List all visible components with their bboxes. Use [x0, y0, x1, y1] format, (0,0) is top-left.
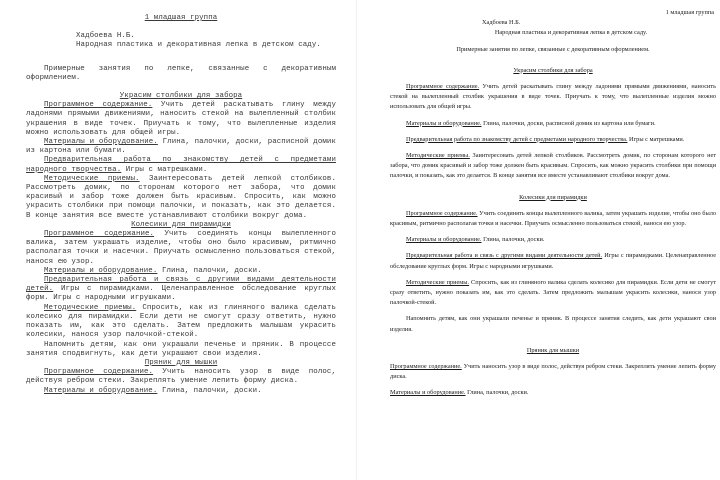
closing-note: Напомнить детям, как они украшали печенье и пряник. В процессе занятия сподвигнуть, как дети украшают свои изделия. — [26, 340, 336, 358]
group-heading: 1 младшая группа — [665, 9, 714, 16]
methods: Методические приемы. Заинтересовать детей лепкой столбиков. Рассмотреть домик, по сторонам которого нет забора, что домик красивый и забор тоже должен быть красивым. Спросить, как можно украсить столбики при помощи палочки, и показать, как это делается. В конце занятия все вместе устанавливают столбики вокруг дома. — [26, 174, 336, 220]
section-title: Пряник для мышки — [144, 358, 218, 367]
materials: Материалы и оборудование. Глина, палочки, доски, расписной домик из картона или бумаги. — [406, 119, 656, 127]
scanned-typewritten-page — [0, 0, 352, 480]
methods: Методические приемы. Спросить, как из глиняного валика сделать колесико для пирамидки. Если дети не смогут сразу ответить, нужно показать им, как это сделать. Затем предложить малышам украсить колесики, нанося узор палочкой-стекой. — [390, 278, 716, 307]
materials: Материалы и оборудование. Глина, палочки, доски, расписной домик из картона или бумаги. — [26, 138, 336, 156]
materials: Материалы и оборудование. Глина, палочки, доски. — [44, 386, 262, 395]
preliminary-work: Предварительная работа и связь с другими видами деятельности детей. Игры с пирамидками. Целенаправленное обследование круглых форм. Игры с народными игрушками. — [26, 276, 336, 303]
document-theme: Народная пластика и декоративная лепка в детском саду. — [76, 41, 321, 50]
program-content: Программное содержание. Учить наносить узор в виде полос, действуя ребром стеки. Закреплять умение лепить форму диска. — [390, 363, 717, 381]
intro-line: Примерные занятия по лепке, связанные с декоративным оформлением. — [456, 45, 650, 53]
program-content: Программное содержание. Учить детей раскатывать глину между ладонями прямыми движениями, наносить стекой на вылепленный столбик украшения в виде точек. Приучать к тому, что вылепленные изделия можно использовать для общей игры. — [390, 83, 716, 111]
section-title: Колесики для пирамидки — [131, 220, 231, 229]
page-divider — [356, 0, 357, 480]
section-title: Украсим столбики для забора — [513, 66, 593, 74]
section-title: Колесики для пирамидки — [519, 193, 587, 201]
methods: Методические приемы. Спросить, как из глиняного валика сделать колесико для пирамидки. Если дети не смогут сразу ответить, нужно показать им, как это сделать. Затем предложить малышам украсить колесики, нанося узор палочкой-стекой. — [26, 303, 336, 340]
preliminary-work: Предварительная работа и связь с другими видами деятельности детей. Игры с пирамидками. Целенаправленное обследование круглых форм. Игры с народными игрушками. — [390, 252, 717, 270]
preliminary-work: Предварительная работа по знакомству детей с предметами народного творчества. Игры с матрешками. — [406, 135, 685, 143]
document-theme: Народная пластика и декоративная лепка в детском саду. — [494, 29, 648, 37]
author-name: Хадбоева Н.Б. — [76, 32, 135, 41]
materials: Материалы и оборудование. Глина, палочки, доски. — [390, 389, 529, 397]
intro-line: Примерные занятия по лепке, связанные с декоративным оформлением. — [26, 64, 336, 82]
section-title: Пряник для мышки — [526, 346, 580, 354]
program-content: Программное содержание. Учить соединять концы вылепленного валика, затем украшать изделие, чтобы оно было красивым, ритмично располагая точки и насечки. Приучать осмысленно пользоваться стекой, нанося ею узор. — [390, 209, 717, 228]
section-title: Украсим столбики для забора — [119, 92, 243, 101]
materials: Материалы и оборудование. Глина, палочки, доски. — [44, 266, 262, 275]
program-content: Программное содержание. Учить наносить узор в виде полос, действуя ребром стеки. Закреплять умение лепить форму диска. — [26, 368, 336, 386]
preliminary-work: Предварительная работа по знакомству детей с предметами народного творчества. Игры с матрешками. — [26, 156, 336, 174]
closing-note: Напомнить детям, как они украшали печенье и пряник. В процессе занятия следить, как дети украшают свои изделия. — [390, 315, 716, 333]
printed-page — [362, 0, 720, 480]
program-content: Программное содержание. Учить детей раскатывать глину между ладонями прямыми движениями, наносить стекой на вылепленный столбик украшения в виде точек. Приучать к тому, что вылепленные изделия можно использовать для общей игры. — [26, 101, 336, 137]
author-name: Хадбоева Н.Б. — [482, 19, 521, 27]
methods: Методические приемы. Заинтересовать детей лепкой столбиков. Рассмотреть домик, по сторонам которого нет забора, что домик красивый и забор тоже должен быть красивым. Спросить, как можно украсить столбики при помощи палочки, и показать, как это делается. В конце занятия все вместе устанавливают столбики вокруг дома. — [390, 152, 716, 180]
group-heading: 1 младшая группа — [144, 14, 218, 22]
program-content: Программное содержание. Учить соединять концы вылепленного валика, затем украшать изделие, чтобы оно было красивым, ритмично располагая точки и насечки. Приучать осмысленно пользоваться стекой, нанося ею узор. — [26, 230, 336, 266]
materials: Материалы и оборудование. Глина, палочки, доски. — [406, 236, 545, 244]
